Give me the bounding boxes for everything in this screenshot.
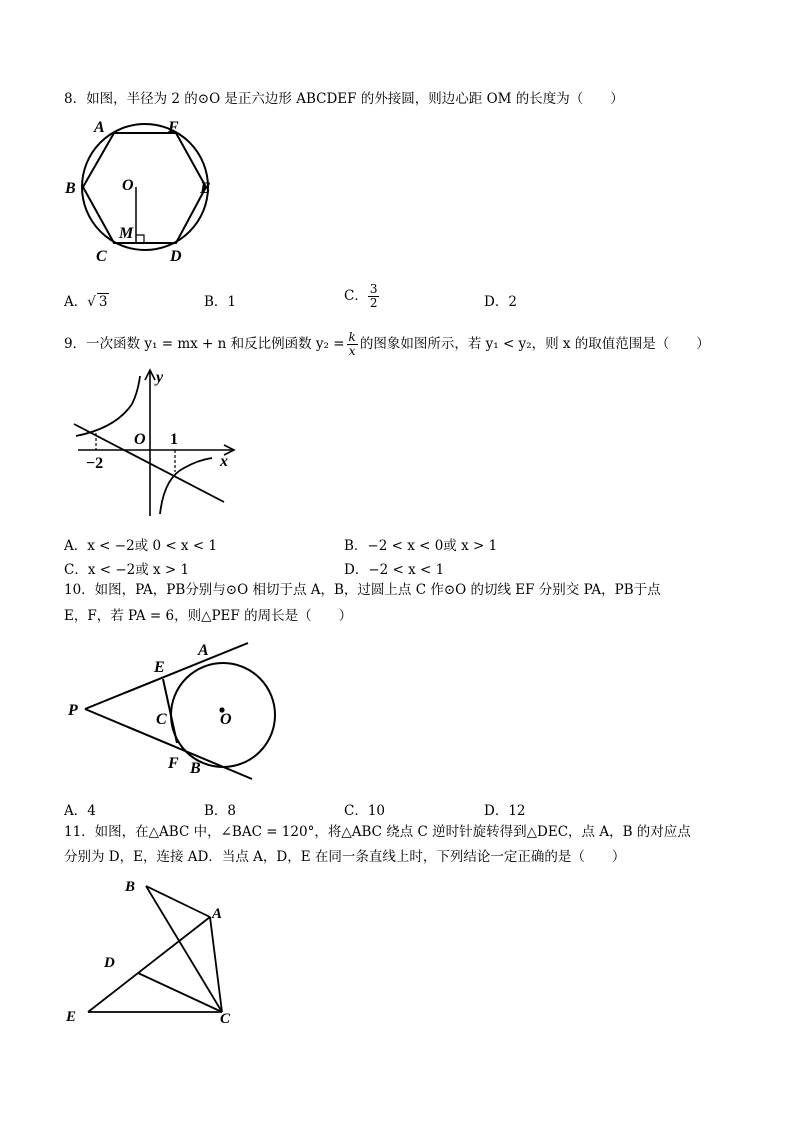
regular-hexagon <box>83 133 206 243</box>
label-E: E <box>66 1009 77 1025</box>
label-M: M <box>119 225 134 242</box>
label-one: 1 <box>170 431 178 448</box>
question-10-line-1: 10．如图，PA，PB分别与⊙O 相切于点 A，B，过圆上点 C 作⊙O 的切线 EF 分别交 PA，PB于点 <box>64 582 661 598</box>
q8-option-d[interactable]: D．2 <box>484 294 517 310</box>
q8-option-b[interactable]: B．1 <box>204 294 237 310</box>
q9-option-c[interactable]: C．x < −2或 x > 1 <box>64 562 190 578</box>
label-F: F <box>168 119 179 136</box>
hyperbola-branch-lower <box>160 458 212 514</box>
question-8-text: 8．如图，半径为 2 的⊙O 是正六边形 ABCDEF 的外接圆，则边心距 OM 的长度为（ ） <box>64 91 624 107</box>
hexagon-circle-figure <box>60 112 230 272</box>
label-D: D <box>170 248 182 265</box>
label-P: P <box>68 702 78 719</box>
hyperbola-branch-upper <box>76 376 140 436</box>
q9-option-b[interactable]: B．−2 < x < 0或 x > 1 <box>344 538 498 554</box>
label-E: E <box>154 659 165 676</box>
segment-ac <box>210 917 222 1012</box>
function-graph-figure <box>66 366 246 518</box>
label-O: O <box>122 177 134 194</box>
label-B: B <box>65 180 76 197</box>
label-A: A <box>212 906 223 922</box>
question-11-line-2: 分别为 D，E，连接 AD．当点 A，D，E 在同一条直线上时，下列结论一定正确的是（ ） <box>64 849 626 865</box>
label-y: y <box>156 369 164 386</box>
fraction-k-x: $\frac{k}{x}$ <box>348 330 356 358</box>
rotation-triangle-figure <box>60 872 260 1032</box>
q8-option-a[interactable]: A．√ 3 <box>64 294 108 310</box>
q10-option-a[interactable]: A．4 <box>64 803 96 819</box>
label-O: O <box>220 711 232 728</box>
label-origin: O <box>134 431 146 448</box>
label-neg2: −2 <box>86 455 104 472</box>
question-11-line-1: 11．如图，在△ABC 中，∠BAC = 120°，将△ABC 绕点 C 逆时针旋转得到△DEC，点 A，B 的对应点 <box>64 824 691 840</box>
question-9-text: 9．一次函数 y₁ = mx + n 和反比例函数 y₂ = $\frac{k}{x}$ 的图象如图所示，若 y₁ < y₂，则 x 的取值范围是（ ） <box>64 330 710 358</box>
sqrt-symbol: √ <box>87 294 96 310</box>
label-E: E <box>200 180 211 197</box>
label-B: B <box>125 879 136 895</box>
label-x: x <box>220 453 228 470</box>
label-C: C <box>220 1011 231 1027</box>
circumscribed-circle <box>82 124 208 250</box>
right-angle-mark <box>136 235 144 243</box>
label-A: A <box>94 119 105 136</box>
label-D: D <box>104 955 115 971</box>
label-C: C <box>156 711 167 728</box>
label-B: B <box>190 760 201 777</box>
q8-option-c[interactable]: C． $\frac{3}{2}$ <box>344 282 378 310</box>
question-10-line-2: E，F，若 PA = 6，则△PEF 的周长是（ ） <box>64 608 353 624</box>
label-F: F <box>168 755 179 772</box>
q10-option-d[interactable]: D．12 <box>484 803 526 819</box>
q9-option-d[interactable]: D．−2 < x < 1 <box>344 562 445 578</box>
tangent-circle-figure <box>60 630 280 780</box>
label-A: A <box>198 642 209 659</box>
label-C: C <box>96 248 107 265</box>
q10-option-c[interactable]: C．10 <box>344 803 386 819</box>
fraction-3-2: $\frac{3}{2}$ <box>369 282 378 310</box>
q9-option-a[interactable]: A．x < −2或 0 < x < 1 <box>64 538 218 554</box>
q10-option-b[interactable]: B．8 <box>204 803 237 819</box>
